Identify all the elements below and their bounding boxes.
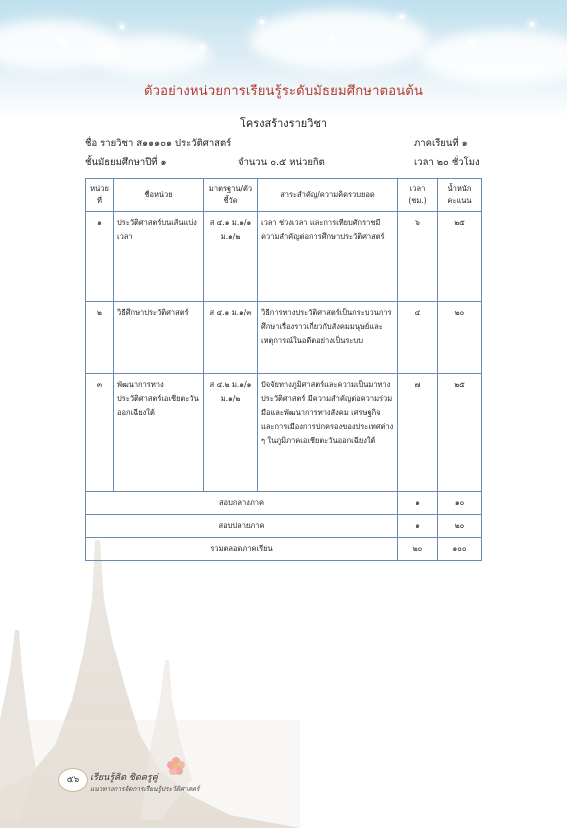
header-content: สาระสำคัญ/ความคิดรวบยอด bbox=[258, 179, 398, 212]
cell-weight: ๒๕ bbox=[438, 212, 482, 302]
flower-icon bbox=[165, 755, 187, 777]
course-structure-table bbox=[85, 178, 482, 561]
header-standard: มาตรฐาน/ตัวชี้วัด bbox=[204, 179, 258, 212]
cell-name: วิธีศึกษาประวัติศาสตร์ bbox=[114, 302, 204, 374]
cell-weight: ๒๕ bbox=[438, 374, 482, 492]
total-row bbox=[86, 538, 482, 561]
footer-subtitle: แนวทางการจัดการเรียนรู้ประวัติศาสตร์ bbox=[90, 785, 200, 793]
cell-weight: ๒๐ bbox=[438, 302, 482, 374]
section-subtitle: โครงสร้างรายวิชา bbox=[239, 117, 328, 130]
cell-hours: ๖ bbox=[398, 212, 438, 302]
sky-banner bbox=[0, 0, 567, 120]
page-title: ตัวอย่างหน่วยการเรียนรู้ระดับมัธยมศึกษาตอนต้น bbox=[143, 84, 424, 99]
total-weight: ๒๐ bbox=[438, 515, 482, 538]
cell-content: วิธีการทางประวัติศาสตร์เป็นกระบวนการศึกษาเรื่องราวเกี่ยวกับสังคมมนุษย์และเหตุการณ์ในอดีตอย่างเป็นระบบ bbox=[258, 302, 398, 374]
cell-content: เวลา ช่วงเวลา และการเทียบศักราชมีความสำคัญต่อการศึกษาประวัติศาสตร์ bbox=[258, 212, 398, 302]
table-row bbox=[86, 374, 482, 492]
cell-name: พัฒนาการทางประวัติศาสตร์เอเชียตะวันออกเฉียงใต้ bbox=[114, 374, 204, 492]
table-header-row bbox=[86, 179, 482, 212]
total-hours: ๑ bbox=[398, 515, 438, 538]
total-hours: ๑ bbox=[398, 492, 438, 515]
header-hours: เวลา (ชม.) bbox=[398, 179, 438, 212]
table-row bbox=[86, 302, 482, 374]
table-row bbox=[86, 212, 482, 302]
cell-standard: ส ๔.๑ ม.๑/๓ bbox=[204, 302, 258, 374]
credits: จำนวน ๐.๕ หน่วยกิต bbox=[238, 157, 325, 168]
cell-hours: ๗ bbox=[398, 374, 438, 492]
semester: ภาคเรียนที่ ๑ bbox=[414, 138, 468, 149]
page-number: ๕๖ bbox=[58, 768, 88, 792]
header-weight: น้ำหนักคะแนน bbox=[438, 179, 482, 212]
cell-unit: ๒ bbox=[86, 302, 114, 374]
cell-hours: ๔ bbox=[398, 302, 438, 374]
course-name: ชื่อ รายวิชา ส๑๑๑๐๑ ประวัติศาสตร์ bbox=[85, 138, 232, 149]
total-weight: ๑๐๐ bbox=[438, 538, 482, 561]
cell-standard: ส ๔.๑ ม.๑/๑ ม.๑/๒ bbox=[204, 212, 258, 302]
header-unit: หน่วยที่ bbox=[86, 179, 114, 212]
header-name: ชื่อหน่วย bbox=[114, 179, 204, 212]
cell-standard: ส ๔.๒ ม.๑/๑ ม.๑/๒ bbox=[204, 374, 258, 492]
study-time: เวลา ๒๐ ชั่วโมง bbox=[414, 157, 480, 168]
total-label: รวมตลอดภาคเรียน bbox=[86, 538, 398, 561]
total-weight: ๑๐ bbox=[438, 492, 482, 515]
footer-title: เรียนรู้คิด ชิดครูคู่ bbox=[90, 773, 158, 783]
cell-unit: ๑ bbox=[86, 212, 114, 302]
total-row bbox=[86, 492, 482, 515]
grade-level: ชั้นมัธยมศึกษาปีที่ ๑ bbox=[85, 157, 167, 168]
total-label: สอบปลายภาค bbox=[86, 515, 398, 538]
total-label: สอบกลางภาค bbox=[86, 492, 398, 515]
cell-name: ประวัติศาสตร์บนเส้นแบ่งเวลา bbox=[114, 212, 204, 302]
total-hours: ๒๐ bbox=[398, 538, 438, 561]
cell-content: ปัจจัยทางภูมิศาสตร์และความเป็นมาทางประวัติศาสตร์ มีความสำคัญต่อความร่วมมือและพัฒนาการทางสังคม เศรษฐกิจ และการเมืองการปกครองของประเทศต่าง ๆ ในภูมิภาคเอเชียตะวันออกเฉียงใต้ bbox=[258, 374, 398, 492]
total-row bbox=[86, 515, 482, 538]
cell-unit: ๓ bbox=[86, 374, 114, 492]
